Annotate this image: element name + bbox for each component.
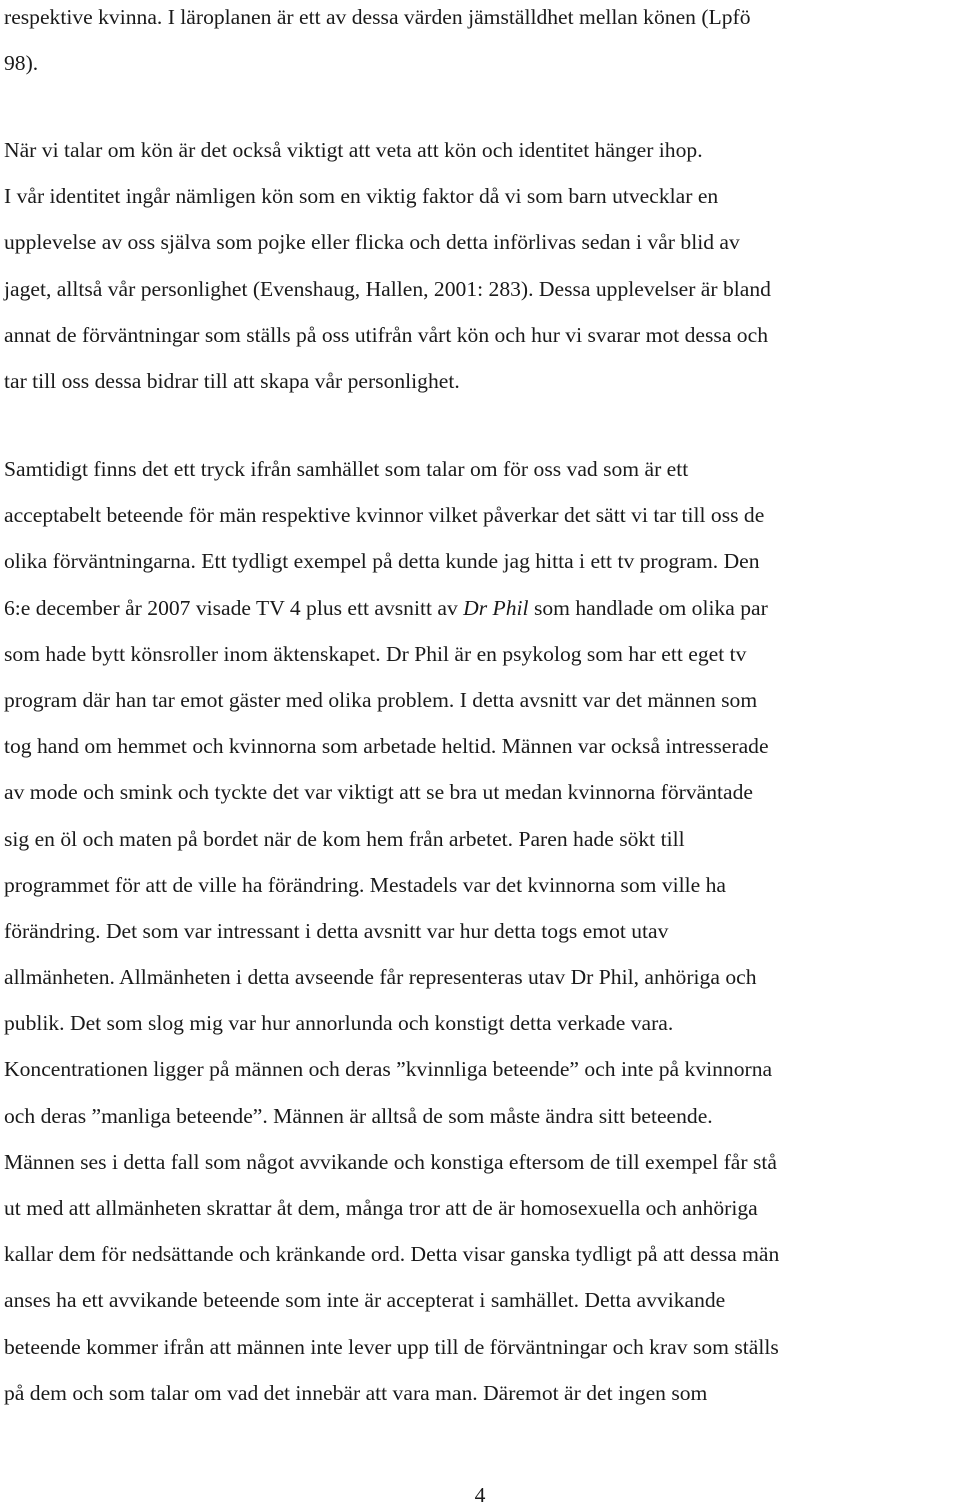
- text-line: Koncentrationen ligger på männen och deras ”kvinnliga beteende” och inte på kvinnorna: [4, 1057, 773, 1082]
- text-line: förändring. Det som var intressant i detta avsnitt var hur detta togs emot utav: [4, 918, 669, 943]
- paragraph-1: [4, 0, 751, 86]
- text-line: av mode och smink och tyckte det var viktigt att se bra ut medan kvinnorna förväntade: [4, 780, 753, 805]
- text-line: allmänheten. Allmänheten i detta avseende får representeras utav Dr Phil, anhöriga och: [4, 965, 757, 990]
- text-line: I vår identitet ingår nämligen kön som en viktig faktor då vi som barn utvecklar en: [4, 184, 719, 209]
- text-line: Samtidigt finns det ett tryck ifrån samhället som talar om för oss vad som är ett: [4, 457, 689, 481]
- text-line: beteende kommer ifrån att männen inte lever upp till de förväntningar och krav som ställs: [4, 1334, 779, 1359]
- text-line: tar till oss dessa bidrar till att skapa vår personlighet.: [4, 368, 460, 393]
- text-line: sig en öl och maten på bordet när de kom hem från arbetet. Paren hade sökt till: [4, 826, 685, 851]
- paragraph-3: [4, 446, 779, 1416]
- show-title: Dr Phil: [463, 595, 529, 620]
- text-line: publik. Det som slog mig var hur annorlunda och konstigt detta verkade vara.: [4, 1011, 674, 1036]
- text-line: 98).: [4, 51, 39, 76]
- text-line: acceptabelt beteende för män respektive kvinnor vilket påverkar det sätt vi tar till oss de: [4, 503, 765, 528]
- text-line: upplevelse av oss själva som pojke eller flicka och detta införlivas sedan i vår blid av: [4, 230, 740, 255]
- text-line: När vi talar om kön är det också viktigt att veta att kön och identitet hänger ihop.: [4, 138, 703, 162]
- text-line: olika förväntningarna. Ett tydligt exempel på detta kunde jag hitta i ett tv program. Den: [4, 549, 760, 574]
- text-line: tog hand om hemmet och kvinnorna som arbetade heltid. Männen var också intresserade: [4, 734, 769, 759]
- text-span: som handlade om olika par: [528, 595, 768, 620]
- text-line: jaget, alltså vår personlighet (Evenshaug, Hallen, 2001: 283). Dessa upplevelser är bland: [4, 276, 771, 301]
- text-line: anses ha ett avvikande beteende som inte är accepterat i samhället. Detta avvikande: [4, 1288, 726, 1313]
- text-line: respektive kvinna. I läroplanen är ett av dessa värden jämställdhet mellan könen (Lpfö: [4, 5, 751, 29]
- paragraph-2: [4, 127, 771, 404]
- text-line: programmet för att de ville ha förändring. Mestadels var det kvinnorna som ville ha: [4, 872, 726, 897]
- text-line: annat de förväntningar som ställs på oss utifrån vårt kön och hur vi svarar mot dessa och: [4, 322, 768, 347]
- text-line: kallar dem för nedsättande och kränkande ord. Detta visar ganska tydligt på att dessa män: [4, 1242, 780, 1267]
- text-span: 6:e december år 2007 visade TV 4 plus ett avsnitt av: [4, 595, 464, 620]
- text-line: program där han tar emot gäster med olika problem. I detta avsnitt var det männen som: [4, 687, 758, 712]
- text-line: som hade bytt könsroller inom äktenskapet. Dr Phil är en psykolog som har ett eget tv: [4, 641, 747, 666]
- text-line: och deras ”manliga beteende”. Männen är alltså de som måste ändra sitt beteende.: [4, 1103, 713, 1128]
- text-line-with-title: [4, 585, 779, 631]
- page-number: 4: [474, 1483, 486, 1507]
- text-line: Männen ses i detta fall som något avvikande och konstiga eftersom de till exempel får stå: [4, 1149, 777, 1174]
- text-line: på dem och som talar om vad det innebär att vara man. Däremot är det ingen som: [4, 1380, 708, 1405]
- text-line: ut med att allmänheten skrattar åt dem, många tror att de är homosexuella och anhöriga: [4, 1196, 758, 1220]
